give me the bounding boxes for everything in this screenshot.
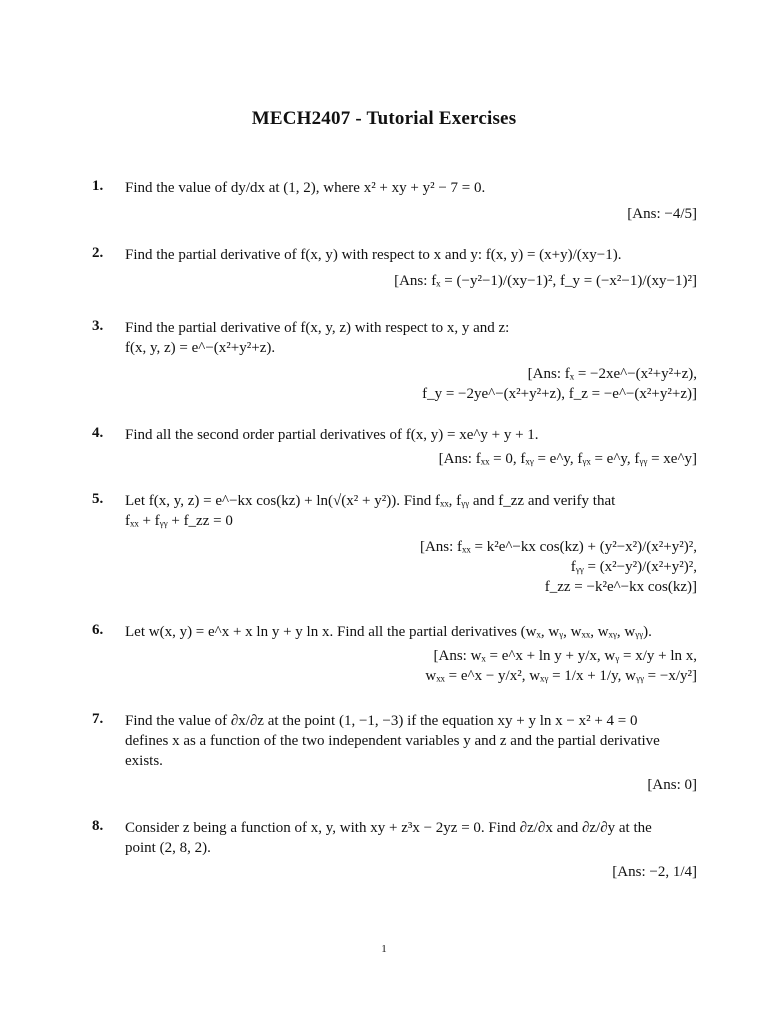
question-line: defines x as a function of the two independent variables y and z and the partial derivative xyxy=(125,733,660,749)
question-line: Find the partial derivative of f(x, y, z) with respect to x, y and z: xyxy=(125,320,510,336)
answer-line: [Ans: fₓₓ = k²e^−kx cos(kz) + (y²−x²)/(x²+y²)², xyxy=(419,539,697,555)
exercise-body xyxy=(125,711,697,795)
question-line: point (2, 8, 2). xyxy=(125,840,211,856)
answer-line: [Ans: fₓ = (−y²−1)/(xy−1)², f_y = (−x²−1)/(xy−1)²] xyxy=(394,273,697,289)
question-line: fₓₓ + fᵧᵧ + f_zz = 0 xyxy=(125,513,233,529)
exercise-number: 3. xyxy=(92,318,104,334)
question-line: exists. xyxy=(125,753,163,769)
exercise-number: 2. xyxy=(92,245,104,261)
question-line: Find the value of ∂x/∂z at the point (1, −1, −3) if the equation xy + y ln x − x² + 4 = 0 xyxy=(125,713,638,729)
question-line: Let w(x, y) = e^x + x ln y + y ln x. Find all the partial derivatives (wₓ, wᵧ, wₓₓ, wₓᵧ, wᵧᵧ). xyxy=(125,624,652,640)
answer-line: [Ans: fₓₓ = 0, fₓᵧ = e^y, fᵧₓ = e^y, fᵧᵧ = xe^y] xyxy=(438,451,697,467)
exercise-body xyxy=(125,425,697,469)
answer-line: [Ans: wₓ = e^x + ln y + y/x, wᵧ = x/y + ln x, xyxy=(433,648,697,664)
exercise-body xyxy=(125,491,697,597)
question-line: Find the partial derivative of f(x, y) with respect to x and y: f(x, y) = (x+y)/(xy−1). xyxy=(125,247,622,263)
exercise-number: 5. xyxy=(92,491,104,507)
question-line: Let f(x, y, z) = e^−kx cos(kz) + ln(√(x² + y²)). Find fₓₓ, fᵧᵧ and f_zz and verify that xyxy=(125,493,616,509)
exercise-number: 1. xyxy=(92,178,104,194)
exercise-number: 8. xyxy=(92,818,104,834)
exercise-number: 7. xyxy=(92,711,104,727)
exercise-number: 4. xyxy=(92,425,104,441)
answer-line: f_y = −2ye^−(x²+y²+z), f_z = −e^−(x²+y²+z)] xyxy=(422,386,697,402)
answer-line: fᵧᵧ = (x²−y²)/(x²+y²)², xyxy=(570,559,697,575)
question-line: Find all the second order partial derivatives of f(x, y) = xe^y + y + 1. xyxy=(125,427,539,443)
answer-line: [Ans: fₓ = −2xe^−(x²+y²+z), xyxy=(527,366,697,382)
exercise-number: 6. xyxy=(92,622,104,638)
document-title: MECH2407 - Tutorial Exercises xyxy=(251,108,517,129)
answer-line: [Ans: −2, 1/4] xyxy=(612,864,697,880)
exercise-body xyxy=(125,318,697,404)
exercise-body xyxy=(125,178,697,224)
answer-line: [Ans: −4/5] xyxy=(627,206,697,222)
question-line: Consider z being a function of x, y, with xy + z³x − 2yz = 0. Find ∂z/∂x and ∂z/∂y at the xyxy=(125,820,652,836)
exercise-body xyxy=(125,245,697,291)
exercise-body xyxy=(125,622,697,686)
answer-line: wₓₓ = e^x − y/x², wₓᵧ = 1/x + 1/y, wᵧᵧ = −x/y²] xyxy=(425,668,697,684)
answer-line: [Ans: 0] xyxy=(647,777,697,793)
question-line: Find the value of dy/dx at (1, 2), where x² + xy + y² − 7 = 0. xyxy=(125,180,486,196)
exercise-body xyxy=(125,818,697,882)
question-line: f(x, y, z) = e^−(x²+y²+z). xyxy=(125,340,276,356)
page-number: 1 xyxy=(381,943,387,955)
answer-line: f_zz = −k²e^−kx cos(kz)] xyxy=(544,579,697,595)
